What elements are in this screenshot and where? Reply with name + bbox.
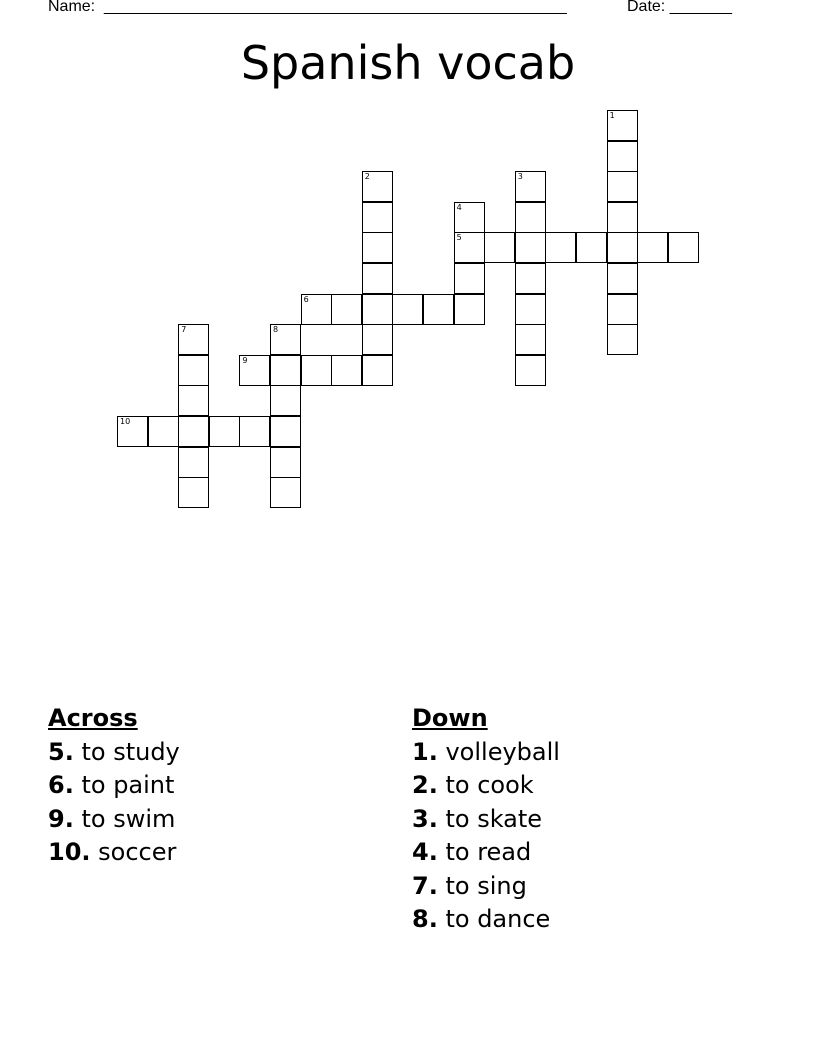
cell-number: 7 (181, 325, 187, 335)
clue-text: to study (81, 737, 180, 766)
crossword-cell[interactable] (331, 294, 362, 325)
date-field[interactable]: Date: _______ (627, 0, 732, 15)
crossword-cell[interactable] (607, 141, 638, 172)
page-title: Spanish vocab (240, 36, 576, 90)
clue-text: to read (445, 838, 532, 866)
crossword-cell[interactable] (515, 355, 546, 386)
crossword-cell[interactable] (637, 232, 668, 263)
crossword-cell[interactable] (362, 355, 393, 386)
clue-text: to dance (445, 905, 551, 933)
crossword-cell[interactable] (301, 294, 332, 325)
crossword-cell[interactable] (362, 202, 393, 233)
cell-number: 4 (456, 202, 462, 212)
crossword-cell[interactable] (607, 232, 638, 263)
clue-item (412, 769, 560, 803)
crossword-cell[interactable] (454, 263, 485, 294)
clue-item (412, 836, 560, 870)
crossword-cell[interactable] (607, 294, 638, 325)
clue-item (48, 769, 180, 803)
clue-number: 6. (48, 771, 74, 799)
clue-text: volleyball (445, 737, 560, 766)
clue-number: 5. (48, 737, 74, 766)
crossword-cell[interactable] (545, 232, 576, 263)
crossword-cell[interactable] (301, 355, 332, 386)
cell-number: 5 (456, 233, 462, 243)
cell-number: 6 (303, 294, 309, 304)
crossword-cell[interactable] (607, 171, 638, 202)
crossword-cell[interactable] (270, 385, 301, 416)
clue-text: to sing (445, 871, 527, 900)
crossword-cell[interactable] (362, 232, 393, 263)
crossword-cell[interactable] (148, 416, 179, 447)
clue-number: 10. (48, 838, 91, 866)
name-field-line[interactable]: ____________________________________________________ (104, 0, 567, 15)
crossword-cell[interactable] (515, 263, 546, 294)
crossword-cell[interactable] (515, 324, 546, 355)
clue-item (412, 870, 560, 904)
clue-item (48, 736, 180, 770)
crossword-cell[interactable] (515, 202, 546, 233)
name-label: Name: (48, 0, 96, 15)
crossword-cell[interactable] (209, 416, 240, 447)
crossword-cell[interactable] (515, 171, 546, 202)
crossword-cell[interactable] (454, 232, 485, 263)
crossword-cell[interactable] (576, 232, 607, 263)
crossword-cell[interactable] (515, 294, 546, 325)
clue-number: 7. (412, 871, 438, 900)
crossword-cell[interactable] (423, 294, 454, 325)
clue-text: to skate (445, 804, 543, 833)
crossword-cell[interactable] (362, 294, 393, 325)
crossword-cell[interactable] (668, 232, 699, 263)
clue-number: 4. (412, 838, 438, 866)
clue-text: to swim (81, 804, 176, 833)
cell-number: 2 (364, 172, 370, 182)
cell-number: 10 (120, 417, 131, 426)
clue-text: to paint (81, 771, 175, 799)
clue-number: 3. (412, 804, 438, 833)
clue-item (412, 803, 560, 837)
clue-number: 8. (412, 905, 438, 933)
cell-number: 3 (517, 172, 523, 182)
clue-text: to cook (445, 771, 534, 799)
crossword-cell[interactable] (178, 477, 209, 508)
crossword-cell[interactable] (454, 294, 485, 325)
clue-item (48, 803, 180, 837)
cell-number: 8 (273, 325, 279, 335)
crossword-cell[interactable] (607, 202, 638, 233)
clue-item (48, 836, 180, 870)
crossword-cell[interactable] (270, 416, 301, 447)
crossword-cell[interactable] (239, 355, 270, 386)
clue-number: 1. (412, 737, 438, 766)
down-heading: Down (412, 704, 488, 732)
crossword-cell[interactable] (454, 202, 485, 233)
crossword-cell[interactable] (270, 447, 301, 478)
crossword-cell[interactable] (178, 447, 209, 478)
crossword-cell[interactable] (392, 294, 423, 325)
across-heading: Across (48, 704, 138, 732)
crossword-cell[interactable] (178, 385, 209, 416)
crossword-cell[interactable] (270, 477, 301, 508)
crossword-cell[interactable] (178, 416, 209, 447)
crossword-cell[interactable] (362, 263, 393, 294)
crossword-cell[interactable] (117, 416, 148, 447)
clue-item (412, 903, 560, 937)
crossword-cell[interactable] (607, 110, 638, 141)
across-clues (48, 702, 180, 870)
crossword-cell[interactable] (239, 416, 270, 447)
crossword-cell[interactable] (270, 355, 301, 386)
crossword-cell[interactable] (178, 324, 209, 355)
clue-text: soccer (98, 838, 177, 866)
cell-number: 1 (609, 111, 615, 120)
crossword-cell[interactable] (607, 263, 638, 294)
cell-number: 9 (242, 355, 248, 365)
clue-number: 2. (412, 771, 438, 799)
clue-item (412, 736, 560, 770)
crossword-cell[interactable] (484, 232, 515, 263)
crossword-cell[interactable] (607, 324, 638, 355)
clue-number: 9. (48, 804, 74, 833)
crossword-cell[interactable] (331, 355, 362, 386)
down-clues (412, 702, 560, 937)
crossword-cell[interactable] (515, 232, 546, 263)
crossword-cell[interactable] (270, 324, 301, 355)
crossword-cell[interactable] (178, 355, 209, 386)
crossword-cell[interactable] (362, 324, 393, 355)
crossword-cell[interactable] (362, 171, 393, 202)
